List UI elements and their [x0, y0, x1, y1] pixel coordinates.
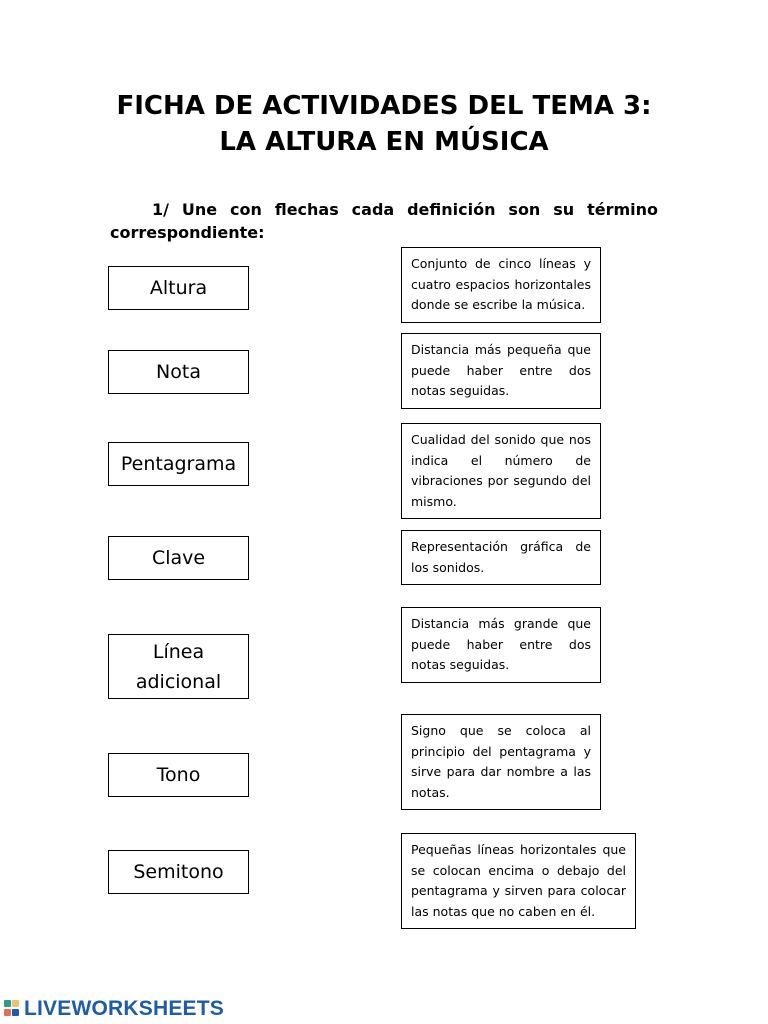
definition-text: Representación gráfica de los sonidos.: [411, 539, 591, 575]
definition-text: Distancia más grande que puede haber entre dos notas seguidas.: [411, 616, 591, 672]
title-line-1: FICHA DE ACTIVIDADES DEL TEMA 3:: [116, 91, 652, 121]
definition-box-5[interactable]: [401, 607, 601, 683]
liveworksheets-logo: [4, 996, 224, 1022]
term-label: Tono: [156, 764, 201, 786]
term-box-semitono[interactable]: [108, 850, 249, 894]
definition-text: Pequeñas líneas horizontales que se colocan encima o debajo del pentagrama y sirven para colocar las notas que no caben en él.: [411, 842, 626, 919]
worksheet-title: [0, 88, 768, 160]
definition-box-2[interactable]: [401, 333, 601, 409]
title-line-2: LA ALTURA EN MÚSICA: [219, 127, 549, 157]
definition-text: Signo que se coloca al principio del pentagrama y sirve para dar nombre a las notas.: [411, 723, 591, 800]
definition-box-1[interactable]: [401, 247, 601, 323]
term-label: Semitono: [133, 861, 224, 883]
term-label: Nota: [156, 361, 201, 383]
term-box-linea-adicional[interactable]: [108, 634, 249, 699]
liveworksheets-logo-icon: [4, 998, 22, 1020]
term-label: Altura: [149, 277, 208, 299]
definition-box-6[interactable]: [401, 714, 601, 810]
definition-box-3[interactable]: [401, 423, 601, 519]
term-box-altura[interactable]: [108, 266, 249, 310]
term-label: Clave: [151, 547, 206, 569]
definition-box-4[interactable]: [401, 530, 601, 585]
instruction-label: 1/ Une con flechas cada definición son su término correspondiente:: [110, 200, 658, 242]
term-label: Línea adicional: [135, 640, 222, 693]
definition-text: Conjunto de cinco líneas y cuatro espacios horizontales donde se escribe la música.: [411, 256, 591, 312]
term-label: Pentagrama: [120, 453, 237, 475]
term-box-tono[interactable]: [108, 753, 249, 797]
instruction-text: [110, 198, 658, 244]
liveworksheets-logo-text: LIVEWORKSHEETS: [24, 997, 224, 1020]
definition-text: Cualidad del sonido que nos indica el número de vibraciones por segundo del mismo.: [411, 432, 591, 509]
term-box-clave[interactable]: [108, 536, 249, 580]
definition-box-7[interactable]: [401, 833, 636, 929]
term-box-pentagrama[interactable]: [108, 442, 249, 486]
term-box-nota[interactable]: [108, 350, 249, 394]
definition-text: Distancia más pequeña que puede haber entre dos notas seguidas.: [411, 342, 591, 398]
